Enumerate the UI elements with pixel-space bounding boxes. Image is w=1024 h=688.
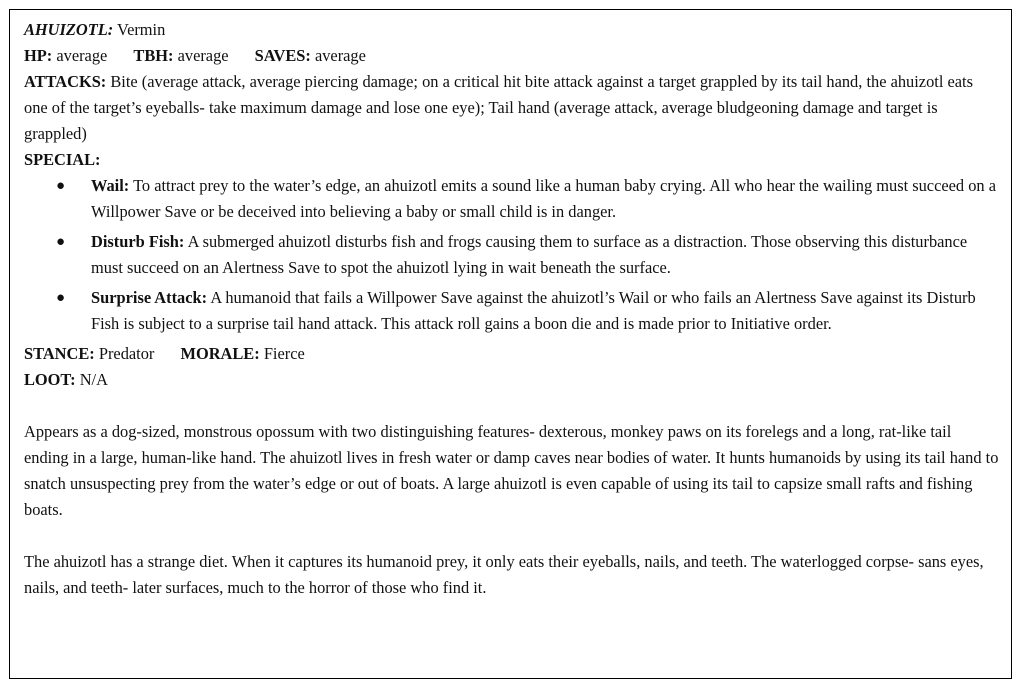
description-paragraph-2: The ahuizotl has a strange diet. When it captures its humanoid prey, it only eats their eyeballs, nails, and teeth. The waterlogged corpse- sans eyes, nails, and teeth- later surfaces, much to the horror of those who find it. [24, 552, 984, 597]
morale-value: Fierce [263, 344, 305, 363]
stance-label: STANCE: [24, 344, 95, 363]
saves-value: average [314, 46, 366, 65]
saves-label: SAVES: [254, 46, 311, 65]
attacks-paragraph [24, 69, 999, 147]
stats-line [24, 43, 999, 69]
loot-line [24, 367, 999, 393]
special-item-surprise-attack [56, 285, 999, 337]
hp-value: average [56, 46, 108, 65]
stance-value: Predator [98, 344, 155, 363]
special-item-text: To attract prey to the water’s edge, an ahuizotl emits a sound like a human baby crying. All who hear the wailing must succeed on a Willpower Save or be deceived into believing a baby or small child is in danger. [91, 176, 996, 221]
bullet-icon: ● [56, 234, 66, 250]
special-label: SPECIAL: [24, 150, 101, 169]
morale-label: MORALE: [180, 344, 260, 363]
special-item-name: Disturb Fish: [91, 232, 185, 251]
bullet-icon: ● [56, 290, 66, 306]
special-item-name: Surprise Attack: [91, 288, 208, 307]
special-item-wail [56, 173, 999, 225]
special-item-text: A humanoid that fails a Willpower Save against the ahuizotl’s Wail or who fails an Alertness Save against its Disturb Fish is subject to a surprise tail hand attack. This attack roll gains a boon die and is made prior to Initiative order. [91, 288, 976, 333]
description-paragraph-1: Appears as a dog-sized, monstrous opossum with two distinguishing features- dexterous, monkey paws on its forelegs and a long, rat-like tail ending in a large, human-like hand. The ahuizotl lives in fresh water or damp caves near bodies of water. It hunts humanoids by using its tail hand to snatch unsuspecting prey from the water’s edge or out of boats. A large ahuizotl is even capable of using its tail to capsize small rafts and fishing boats. [24, 422, 999, 519]
tbh-value: average [177, 46, 229, 65]
special-item-name: Wail: [91, 176, 130, 195]
stat-block-card [9, 9, 1012, 679]
stance-line [24, 341, 999, 367]
creature-header [24, 17, 999, 43]
special-list [24, 173, 999, 337]
bullet-icon: ● [56, 178, 66, 194]
loot-label: LOOT: [24, 370, 76, 389]
special-item-text: A submerged ahuizotl disturbs fish and frogs causing them to surface as a distraction. Those observing this disturbance must succeed on an Alertness Save to spot the ahuizotl lying in wait beneath the surface. [91, 232, 968, 277]
creature-name: AHUIZOTL: [24, 20, 114, 39]
attacks-label: ATTACKS: [24, 72, 107, 91]
hp-label: HP: [24, 46, 53, 65]
loot-value: N/A [79, 370, 108, 389]
tbh-label: TBH: [133, 46, 174, 65]
special-item-disturb-fish [56, 229, 999, 281]
creature-type: Vermin [117, 20, 166, 39]
attacks-text: Bite (average attack, average piercing damage; on a critical hit bite attack against a target grappled by its tail hand, the ahuizotl eats one of the target’s eyeballs- take maximum damage and lose one eye); Tail hand (average attack, average bludgeoning damage and target is grappled) [24, 72, 973, 143]
